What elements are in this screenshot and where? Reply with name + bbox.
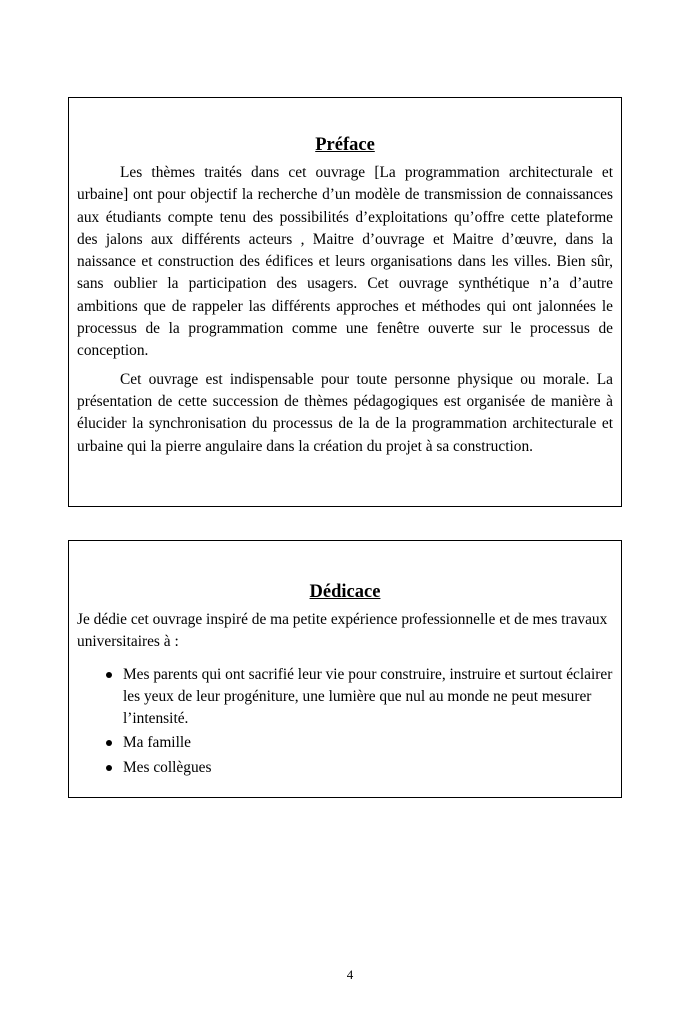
bullet-dot-icon (106, 740, 112, 746)
list-item-text: Mes parents qui ont sacrifié leur vie pour construire, instruire et surtout éclairer les yeux de leur progéniture, une lumière que nul au monde ne peut mesurer l’intensité. (123, 665, 613, 728)
preface-box (68, 97, 622, 507)
dedicace-intro: Je dédie cet ouvrage inspiré de ma petite expérience professionnelle et de mes travaux universitaires à : (77, 611, 608, 651)
list-item (77, 732, 613, 754)
page-number: 4 (346, 967, 354, 982)
list-item (77, 757, 613, 779)
bullet-dot-icon (106, 765, 112, 771)
dedicace-box (68, 540, 622, 798)
bullet-dot-icon (106, 672, 112, 678)
list-item (77, 664, 613, 731)
preface-paragraph-1: Les thèmes traités dans cet ouvrage [La programmation architecturale et urbaine] ont pour objectif la recherche d’un modèle de transmission de connaissances aux étudiants compte tenu des possibilités d’exploitations qu’offre cette plateforme des jalons aux différents acteurs , Maitre d’ouvrage et Maitre d’œuvre, dans la naissance et construction des édifices et leurs organisations dans les villes. Bien sûr, sans oublier la participation des usagers. Cet ouvrage synthétique n’a d’autre ambitions que de rappeler las différents approches et méthodes qui ont jalonnées le processus de la programmation comme une fenêtre ouverte sur le processus de conception. (77, 164, 613, 360)
dedicace-list (77, 664, 613, 779)
dedicace-title: Dédicace (309, 582, 381, 602)
preface-paragraph-2: Cet ouvrage est indispensable pour toute personne physique ou morale. La présentation de cette succession de thèmes pédagogiques est organisée de manière à élucider la synchronisation du processus de la de la programmation architecturale et urbaine qui la pierre angulaire dans la création du projet à sa construction. (77, 370, 613, 455)
list-item-text: Ma famille (123, 734, 191, 752)
preface-title: Préface (315, 135, 375, 155)
list-item-text: Mes collègues (123, 758, 212, 776)
